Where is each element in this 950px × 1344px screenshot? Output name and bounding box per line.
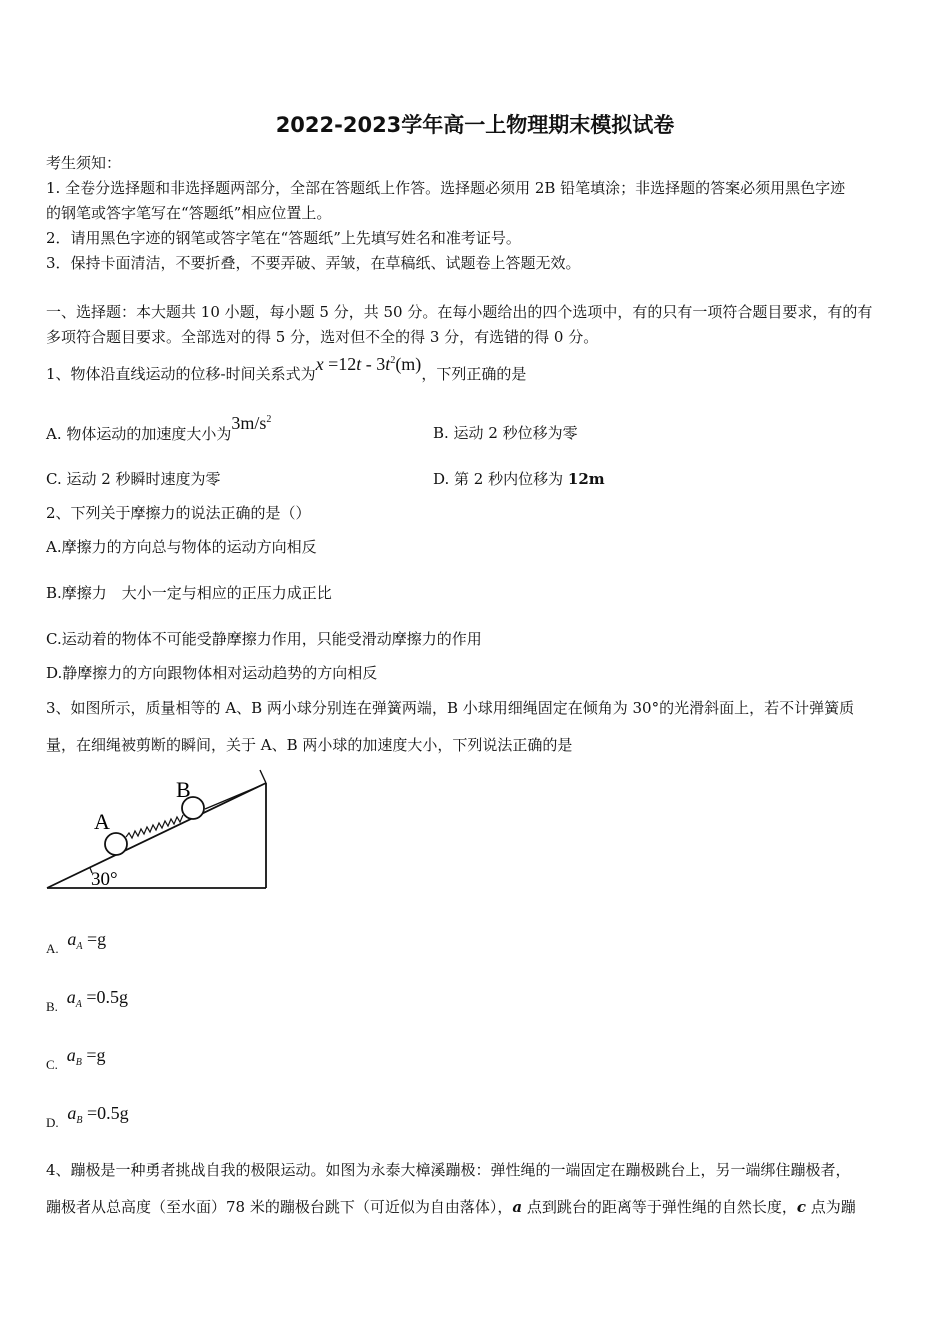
formula-part: =0.5g (82, 1103, 129, 1123)
question-2-stem: 2、下列关于摩擦力的说法正确的是（） (46, 504, 311, 522)
formula-part: =g (82, 929, 107, 949)
formula-var: t (385, 354, 391, 374)
question-2-option-d[interactable]: D.静摩擦力的方向跟物体相对运动趋势的方向相反 (46, 664, 378, 682)
question-2-option-b[interactable]: B.摩擦力 大小一定与相应的正压力成正比 (46, 584, 332, 602)
formula-exponent: 2 (390, 355, 396, 366)
notice-heading: 考生须知： (46, 154, 122, 172)
formula-var: a (66, 987, 76, 1007)
stem-text: 点为蹦 (806, 1198, 856, 1216)
option-value: 12m (567, 470, 605, 488)
question-3-option-c[interactable] (46, 1045, 106, 1072)
incline-figure (40, 765, 280, 895)
formula (67, 929, 107, 952)
option-letter: D. (46, 1115, 59, 1130)
question-1-stem-text: ，下列正确的是 (421, 365, 527, 383)
rope (205, 785, 262, 809)
question-3-option-b[interactable] (46, 987, 128, 1014)
formula-part: =12 (323, 354, 357, 374)
question-1-stem-text: 1、物体沿直线运动的位移-时间关系式为 (46, 365, 316, 383)
stem-text: 蹦极者从总高度（至水面）78 米的蹦极台跳下（可近似为自由落体）， (46, 1198, 513, 1216)
question-1-option-a[interactable] (46, 413, 272, 447)
option-text: D. 第 2 秒内位移为 (433, 470, 568, 488)
point-label: c (796, 1198, 807, 1216)
point-label: a (512, 1198, 523, 1216)
section-instructions: 一、选择题：本大题共 10 小题，每小题 5 分，共 50 分。在每小题给出的四个选项中，有的只有一项符合题目要求，有的有 (46, 303, 873, 321)
formula-subscript: B (75, 1057, 82, 1068)
notice-line: 3．保持卡面清洁，不要折叠，不要弄破、弄皱，在草稿纸、试题卷上答题无效。 (46, 254, 581, 272)
formula-part: =g (81, 1045, 106, 1065)
formula-subscript: B (76, 1115, 83, 1126)
section-instructions: 多项符合题目要求。全部选对的得 5 分，选对但不全的得 3 分，有选错的得 0 分。 (46, 328, 599, 346)
question-1-option-b[interactable]: B. 运动 2 秒位移为零 (433, 424, 578, 442)
formula-part: =0.5g (81, 987, 128, 1007)
question-3-stem: 量，在细绳被剪断的瞬间，关于 A、B 两小球的加速度大小，下列说法正确的是 (46, 736, 573, 754)
question-1-option-c[interactable]: C. 运动 2 秒瞬时速度为零 (46, 470, 221, 488)
stem-text: 点到跳台的距离等于弹性绳的自然长度， (522, 1198, 797, 1216)
notice-line: 2．请用黑色字迹的钢笔或答字笔在“答题纸”上先填写姓名和准考证号。 (46, 229, 521, 247)
formula (66, 987, 128, 1010)
option-letter: A. (46, 941, 59, 956)
option-letter: B. (46, 999, 58, 1014)
option-text: A. 物体运动的加速度大小为 (46, 425, 232, 443)
formula-part: 3m/s (231, 413, 267, 433)
formula-subscript: A (75, 999, 82, 1010)
formula-var: x (315, 354, 324, 374)
angle-label: 30° (91, 869, 118, 890)
label-a: A (94, 809, 110, 834)
question-3-option-a[interactable] (46, 929, 107, 956)
option-letter: C. (46, 1057, 58, 1072)
question-4-stem (46, 1197, 856, 1217)
formula-var: a (67, 929, 77, 949)
formula-subscript: A (76, 941, 83, 952)
question-4-stem: 4、蹦极是一种勇者挑战自我的极限运动。如图为永泰大樟溪蹦极：弹性绳的一端固定在蹦极跳台上，另一端绑住蹦极者， (46, 1161, 851, 1179)
formula-var: t (356, 354, 362, 374)
formula-part: - 3 (361, 354, 386, 374)
formula (231, 413, 271, 433)
formula (67, 1103, 129, 1126)
formula-unit: (m) (395, 354, 422, 374)
formula (316, 354, 422, 374)
question-1-stem (46, 354, 527, 387)
formula-var: a (67, 1103, 77, 1123)
notice-line: 的钢笔或答字笔写在“答题纸”相应位置上。 (46, 204, 332, 222)
label-b: B (176, 777, 191, 802)
question-3-stem: 3、如图所示，质量相等的 A、B 两小球分别连在弹簧两端，B 小球用细绳固定在倾角为 30°的光滑斜面上，若不计弹簧质 (46, 699, 855, 717)
formula (66, 1045, 106, 1068)
question-2-option-c[interactable]: C.运动着的物体不可能受静摩擦力作用，只能受滑动摩擦力的作用 (46, 630, 482, 648)
incline-slope (47, 783, 266, 888)
formula-var: a (66, 1045, 76, 1065)
formula-exponent: 2 (266, 414, 272, 425)
string (260, 770, 266, 783)
question-2-option-a[interactable]: A.摩擦力的方向总与物体的运动方向相反 (46, 538, 317, 556)
page-title: 2022-2023学年高一上物理期末模拟试卷 (275, 113, 675, 137)
notice-line: 1. 全卷分选择题和非选择题两部分，全部在答题纸上作答。选择题必须用 2B 铅笔填涂；非选择题的答案必须用黑色字迹 (46, 179, 846, 197)
question-1-option-d[interactable] (433, 469, 605, 489)
ball-a (105, 833, 127, 855)
question-3-option-d[interactable] (46, 1103, 129, 1130)
